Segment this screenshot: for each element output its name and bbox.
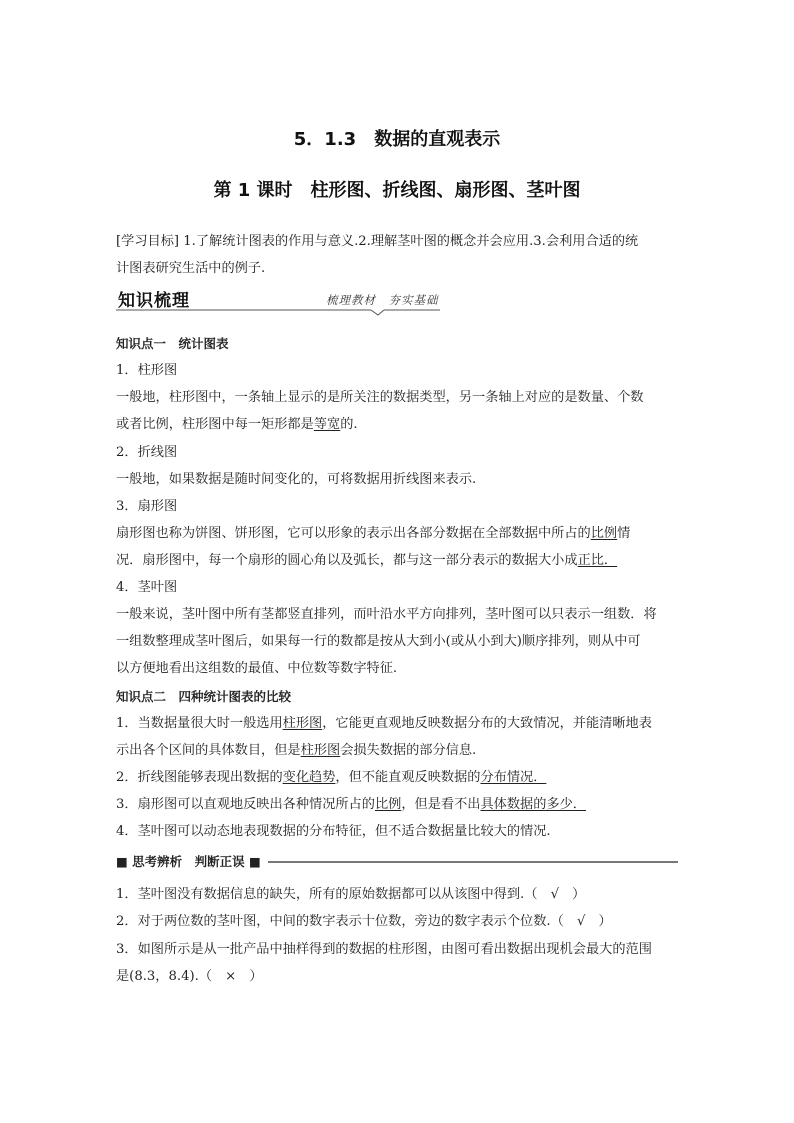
kp2-item-3	[116, 796, 586, 814]
stem-leaf-title: 4．茎叶图	[116, 580, 178, 595]
kp1-heading: 知识点一 统计图表	[116, 336, 229, 351]
learning-goals-line-1	[116, 233, 638, 251]
page-title: 5．1.3 数据的直观表示	[293, 129, 501, 150]
judge-item-2: 2．对于两位数的茎叶图，中间的数字表示十位数，旁边的数字表示个位数.（ √ ）	[116, 914, 612, 929]
text-span: 2．折线图能够表现出数据的	[116, 770, 283, 785]
text-span: ，但是看不出	[401, 797, 481, 812]
stem-leaf-text-3: 以方便地看出这组数的最值、中位数等数字特征.	[116, 661, 398, 676]
bar-chart-text-1: 一般地，柱形图中，一条轴上显示的是所关注的数据类型，另一条轴上对应的是数量、个数	[116, 390, 644, 405]
bar-chart-title: 1．柱形图	[116, 363, 178, 378]
section-subtitle: 梳理教材 夯实基础	[326, 293, 439, 307]
learning-goals-label: [学习目标]	[116, 234, 180, 249]
answer-blank: 比例	[590, 526, 618, 541]
kp2-item-4: 4．茎叶图可以动态地表现数据的分布特征，但不适合数据量比较大的情况.	[116, 824, 551, 839]
divider-line	[268, 861, 678, 863]
learning-goals-line-2: 计图表研究生活中的例子.	[116, 261, 266, 276]
think-label: ■ 思考辨析 判断正误 ■	[116, 854, 261, 869]
text-span: 的.	[340, 417, 358, 432]
text-span: 会损失数据的部分信息.	[340, 743, 477, 758]
stem-leaf-text-1: 一般来说，茎叶图中所有茎都竖直排列，而叶沿水平方向排列，茎叶图可以只表示一组数．将	[116, 607, 657, 622]
text-span: ，但不能直观反映数据的	[335, 770, 481, 785]
judge-item-3-line-1: 3．如图所示是从一批产品中抽样得到的数据的柱形图，由图可看出数据出现机会最大的范围	[116, 942, 652, 957]
section-title: 知识梳理	[118, 291, 190, 311]
kp2-item-1-line-1	[116, 715, 652, 733]
text-span: ，它能更直观地反映数据分布的大致情况，并能清晰地表	[322, 716, 652, 731]
pie-chart-text-1	[116, 525, 630, 543]
section-header	[116, 284, 440, 318]
answer-blank: 变化趋势	[282, 770, 336, 785]
line-chart-title: 2．折线图	[116, 445, 178, 460]
line-chart-text-1: 一般地，如果数据是随时间变化的，可将数据用折线图来表示.	[116, 472, 477, 487]
text-span: 3．扇形图可以直观地反映出各种情况所占的	[116, 797, 375, 812]
stem-leaf-text-2: 一组数整理成茎叶图后，如果每一行的数都是按从大到小(或从小到大)顺序排列，则从中可	[116, 634, 641, 649]
judge-item-3-line-2: 是(8.3，8.4).（ × ）	[116, 969, 263, 984]
lesson-subtitle: 第 1 课时 柱形图、折线图、扇形图、茎叶图	[213, 180, 581, 201]
learning-goals-text-1: 1.了解统计图表的作用与意义.2.理解茎叶图的概念并会应用.3.会利用合适的统	[183, 234, 639, 249]
answer-blank: 柱形图	[282, 716, 323, 731]
text-span: 或者比例，柱形图中每一矩形都是	[116, 417, 314, 432]
text-span: 1．当数据量很大时一般选用	[116, 716, 283, 731]
kp2-heading: 知识点二 四种统计图表的比较	[116, 689, 292, 704]
answer-blank: 比例	[374, 797, 402, 812]
answer-blank: 具体数据的多少．	[480, 797, 586, 812]
answer-blank: 等宽	[313, 417, 341, 432]
kp2-item-2	[116, 769, 546, 787]
text-span: 情	[617, 526, 631, 541]
answer-blank: 柱形图	[300, 743, 341, 758]
think-divider	[116, 852, 678, 870]
answer-blank: 分布情况．	[480, 770, 547, 785]
text-span: 扇形图也称为饼图、饼形图，它可以形象的表示出各部分数据在全部数据中所占的	[116, 526, 591, 541]
kp2-item-1-line-2	[116, 742, 476, 760]
text-span: 况．扇形图中，每一个扇形的圆心角以及弧长，都与这一部分表示的数据大小成	[116, 553, 578, 568]
text-span: 示出各个区间的具体数目，但是	[116, 743, 301, 758]
pie-chart-title: 3．扇形图	[116, 499, 178, 514]
bar-chart-text-2	[116, 416, 358, 434]
section-rule-icon	[116, 308, 440, 318]
judge-item-1: 1．茎叶图没有数据信息的缺失，所有的原始数据都可以从该图中得到.（ √ ）	[116, 887, 586, 902]
pie-chart-text-2	[116, 552, 617, 570]
answer-blank: 正比．	[577, 553, 618, 568]
